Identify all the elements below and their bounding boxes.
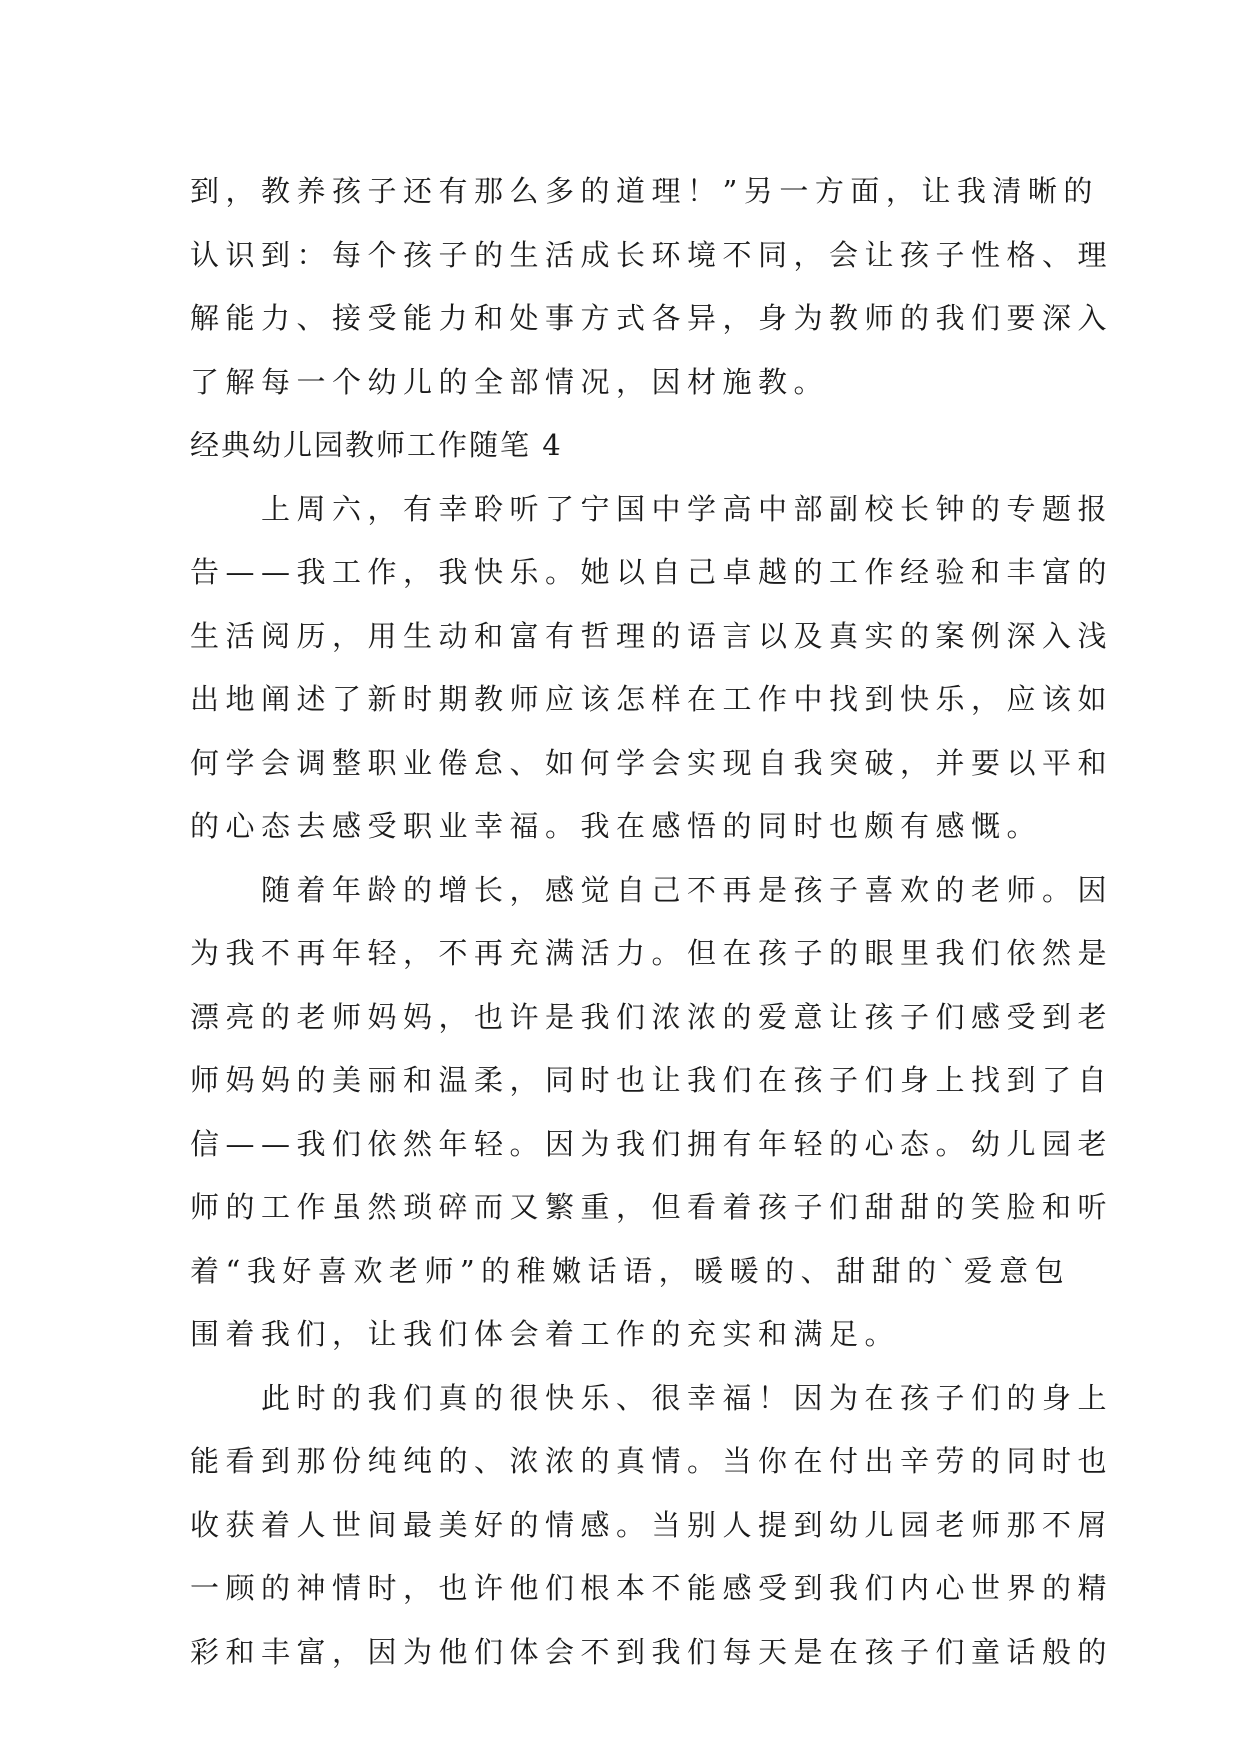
section-heading: 经典幼儿园教师工作随笔 4 — [190, 428, 563, 462]
text-line: 出地阐述了新时期教师应该怎样在工作中找到快乐，应该如 — [190, 682, 1114, 716]
text-line: 为我不再年轻，不再充满活力。但在孩子的眼里我们依然是 — [190, 936, 1114, 970]
text-line: 认识到：每个孩子的生活成长环境不同，会让孩子性格、理 — [190, 237, 1114, 272]
text-line: 着“我好喜欢老师”的稚嫩话语，暖暖的、甜甜的`爱意包 — [190, 1253, 1071, 1288]
text-line: 师的工作虽然琐碎而又繁重，但看着孩子们甜甜的笑脸和听 — [190, 1190, 1114, 1224]
text-line: 彩和丰富，因为他们体会不到我们每天是在孩子们童话般的 — [190, 1634, 1114, 1669]
text-line: 何学会调整职业倦怠、如何学会实现自我突破，并要以平和 — [190, 745, 1114, 780]
text-line: 生活阅历，用生动和富有哲理的语言以及真实的案例深入浅 — [190, 618, 1114, 653]
text-line: 一顾的神情时，也许他们根本不能感受到我们内心世界的精 — [190, 1571, 1114, 1605]
text-line: 的心态去感受职业幸福。我在感悟的同时也颇有感慨。 — [190, 809, 1043, 843]
text-line: 了解每一个幼儿的全部情况，因材施教。 — [190, 364, 830, 399]
text-line: 此时的我们真的很快乐、很幸福！因为在孩子们的身上 — [190, 1380, 1114, 1415]
text-line: 告——我工作，我快乐。她以自己卓越的工作经验和丰富的 — [190, 555, 1114, 589]
text-line: 随着年龄的增长，感觉自己不再是孩子喜欢的老师。因 — [190, 872, 1114, 907]
text-line: 师妈妈的美丽和温柔，同时也让我们在孩子们身上找到了自 — [190, 1063, 1114, 1097]
text-line: 上周六，有幸聆听了宁国中学高中部副校长钟的专题报 — [190, 491, 1114, 526]
text-line: 到，教养孩子还有那么多的道理！”另一方面，让我清晰的 — [190, 174, 1099, 208]
text-line: 漂亮的老师妈妈，也许是我们浓浓的爱意让孩子们感受到老 — [190, 999, 1114, 1034]
text-line: 收获着人世间最美好的情感。当别人提到幼儿园老师那不屑 — [190, 1507, 1114, 1542]
text-line: 围着我们，让我们体会着工作的充实和满足。 — [190, 1317, 901, 1351]
text-line: 解能力、接受能力和处事方式各异，身为教师的我们要深入 — [190, 301, 1114, 335]
document-body — [190, 160, 1114, 1684]
text-line: 能看到那份纯纯的、浓浓的真情。当你在付出辛劳的同时也 — [190, 1444, 1114, 1478]
text-line: 信——我们依然年轻。因为我们拥有年轻的心态。幼儿园老 — [190, 1126, 1114, 1161]
